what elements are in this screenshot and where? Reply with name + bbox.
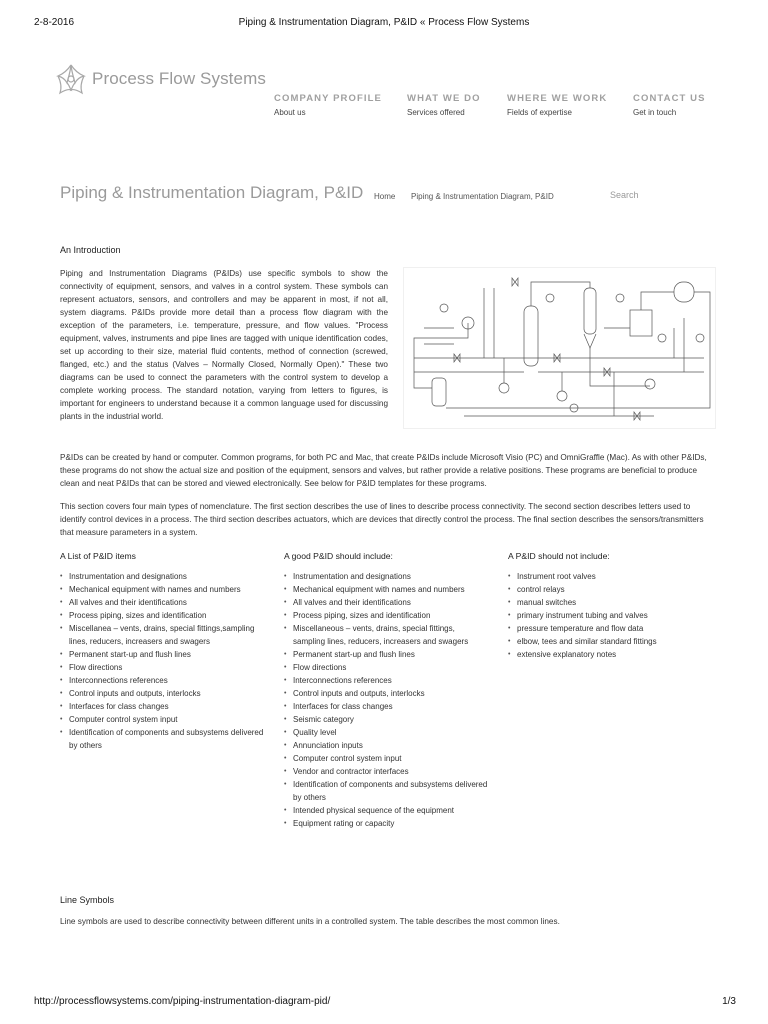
print-date: 2-8-2016 (34, 17, 75, 28)
list-item: • Control inputs and outputs, interlocks (293, 687, 489, 700)
list-item: • Identification of components and subsystems delivered by others (293, 778, 489, 804)
list-item: • All valves and their identifications (69, 596, 265, 609)
list-item: • primary instrument tubing and valves (517, 609, 713, 622)
list-item: • Equipment rating or capacity (293, 817, 489, 830)
list-item: • Interfaces for class changes (293, 700, 489, 713)
list-should-include (284, 550, 489, 830)
list-item: • pressure temperature and flow data (517, 622, 713, 635)
list-item: • Flow directions (69, 661, 265, 674)
nav-item-title[interactable]: WHAT WE DO (407, 93, 481, 104)
nav-item-subtitle: About us (274, 108, 306, 117)
list-item: • Permanent start-up and flush lines (293, 648, 489, 661)
nav-where-we-work[interactable] (507, 93, 633, 117)
bullet-list (508, 570, 713, 661)
list-item: • Identification of components and subsystems delivered by others (69, 726, 265, 752)
intro-section (60, 267, 711, 447)
list-item: • Control inputs and outputs, interlocks (69, 687, 265, 700)
list-item: • Process piping, sizes and identification (69, 609, 265, 622)
pid-diagram-image (403, 267, 716, 429)
list-item: • Miscellanea – vents, drains, special fittings,sampling lines, reducers, increasers and swagers (69, 622, 265, 648)
site-logo[interactable] (52, 62, 266, 96)
list-item: • Mechanical equipment with names and numbers (69, 583, 265, 596)
list-item: • All valves and their identifications (293, 596, 489, 609)
page-title: Piping & Instrumentation Diagram, P&ID (60, 183, 364, 202)
list-item: • Flow directions (293, 661, 489, 674)
list-item: • Interconnections references (69, 674, 265, 687)
nav-company-profile[interactable] (274, 93, 407, 117)
process-flow-logo-icon (52, 62, 90, 96)
bullet-list (284, 570, 489, 830)
list-heading: A List of P&ID items (60, 551, 136, 561)
print-page-title: Piping & Instrumentation Diagram, P&ID « Process Flow Systems (238, 17, 530, 28)
intro-heading: An Introduction (60, 245, 121, 255)
nav-item-title[interactable]: COMPANY PROFILE (274, 93, 382, 104)
list-item: • Miscellaneous – vents, drains, special fittings, sampling lines, reducers, increasers and swagers (293, 622, 489, 648)
list-item: • Computer control system input (69, 713, 265, 726)
list-item: • extensive explanatory notes (517, 648, 713, 661)
article-content (60, 244, 711, 870)
nav-item-title[interactable]: CONTACT US (633, 93, 706, 104)
bullet-list (60, 570, 265, 752)
list-item: • Instrumentation and designations (69, 570, 265, 583)
list-item: • Permanent start-up and flush lines (69, 648, 265, 661)
print-page-number: 1/3 (722, 996, 736, 1007)
list-heading: A P&ID should not include: (508, 551, 610, 561)
list-item: • control relays (517, 583, 713, 596)
line-symbols-section (60, 895, 711, 926)
nav-item-subtitle: Get in touch (633, 108, 677, 117)
list-item: • Mechanical equipment with names and numbers (293, 583, 489, 596)
list-item: • Annunciation inputs (293, 739, 489, 752)
nav-item-subtitle: Services offered (407, 108, 465, 117)
list-item: • elbow, tees and similar standard fittings (517, 635, 713, 648)
print-url: http://processflowsystems.com/piping-instrumentation-diagram-pid/ (34, 996, 331, 1007)
list-pid-items (60, 550, 265, 752)
site-name: Process Flow Systems (92, 69, 266, 88)
breadcrumb-current: Piping & Instrumentation Diagram, P&ID (411, 192, 554, 201)
pid-lists (60, 550, 711, 870)
list-heading: A good P&ID should include: (284, 551, 393, 561)
list-item: • Interfaces for class changes (69, 700, 265, 713)
nav-contact-us[interactable] (633, 93, 723, 117)
list-item: • Computer control system input (293, 752, 489, 765)
list-item: • Process piping, sizes and identification (293, 609, 489, 622)
list-item: • Vendor and contractor interfaces (293, 765, 489, 778)
main-nav (274, 93, 723, 117)
list-item: • Seismic category (293, 713, 489, 726)
list-item: • Intended physical sequence of the equipment (293, 804, 489, 817)
list-item: • Instrumentation and designations (293, 570, 489, 583)
line-symbols-text: Line symbols are used to describe connectivity between different units in a controlled system. The table describes the most common lines. (60, 917, 560, 926)
list-item: • manual switches (517, 596, 713, 609)
nav-item-subtitle: Fields of expertise (507, 108, 572, 117)
nav-item-title[interactable]: WHERE WE WORK (507, 93, 608, 104)
line-symbols-heading: Line Symbols (60, 895, 115, 905)
breadcrumb-home[interactable]: Home (374, 192, 396, 201)
intro-paragraph: Piping and Instrumentation Diagrams (P&IDs) use specific symbols to show the connectivity of equipment, sensors, and valves in a control system. These symbols can represent actuators, sensors, and controllers and may be apparent in most, if not all, system diagrams. P&IDs provide more detail than a process flow diagram with the exception of the parameters, i.e. temperature, pressure, and flow values. "Process equipment, valves, instruments and pipe lines are tagged with unique identification codes, set up according to their size, material fluid contents, method of connection (screwed, flanged, etc.) and the status (Valves – Normally Closed, Normally Open)." These two diagrams can be used to connect the parameters with the control system to develop a complete working process. The standard notation, varying from letters to figures, is important for engineers to understand because it a common language used for discussing plants in the industrial world. (60, 269, 388, 421)
list-should-not-include (508, 550, 713, 661)
list-item: • Quality level (293, 726, 489, 739)
list-item: • Interconnections references (293, 674, 489, 687)
list-item: • Instrument root valves (517, 570, 713, 583)
page-title-bar (60, 180, 720, 210)
paragraph-nomenclature: This section covers four main types of nomenclature. The first section describes the use of lines to describe process connectivity. The second section describes letters used to identify control devices in a process. The third section describes actuators, which are devices that directly control the process. The final section describes the sensors/transmitters that measure parameters in a system. (60, 502, 704, 537)
nav-what-we-do[interactable] (407, 93, 507, 117)
paragraph-programs: P&IDs can be created by hand or computer. Common programs, for both PC and Mac, that create P&IDs include Microsoft Visio (PC) and OmniGraffle (Mac). As with other P&IDs, these programs do not show the actual size and position of the equipment, sensors and valves, but rather provide a relative positions. These programs are beneficial to produce clean and neat P&IDs that can be stored and viewed electronically. See below for P&ID templates for these programs. (60, 453, 707, 488)
search-input[interactable] (610, 190, 720, 200)
